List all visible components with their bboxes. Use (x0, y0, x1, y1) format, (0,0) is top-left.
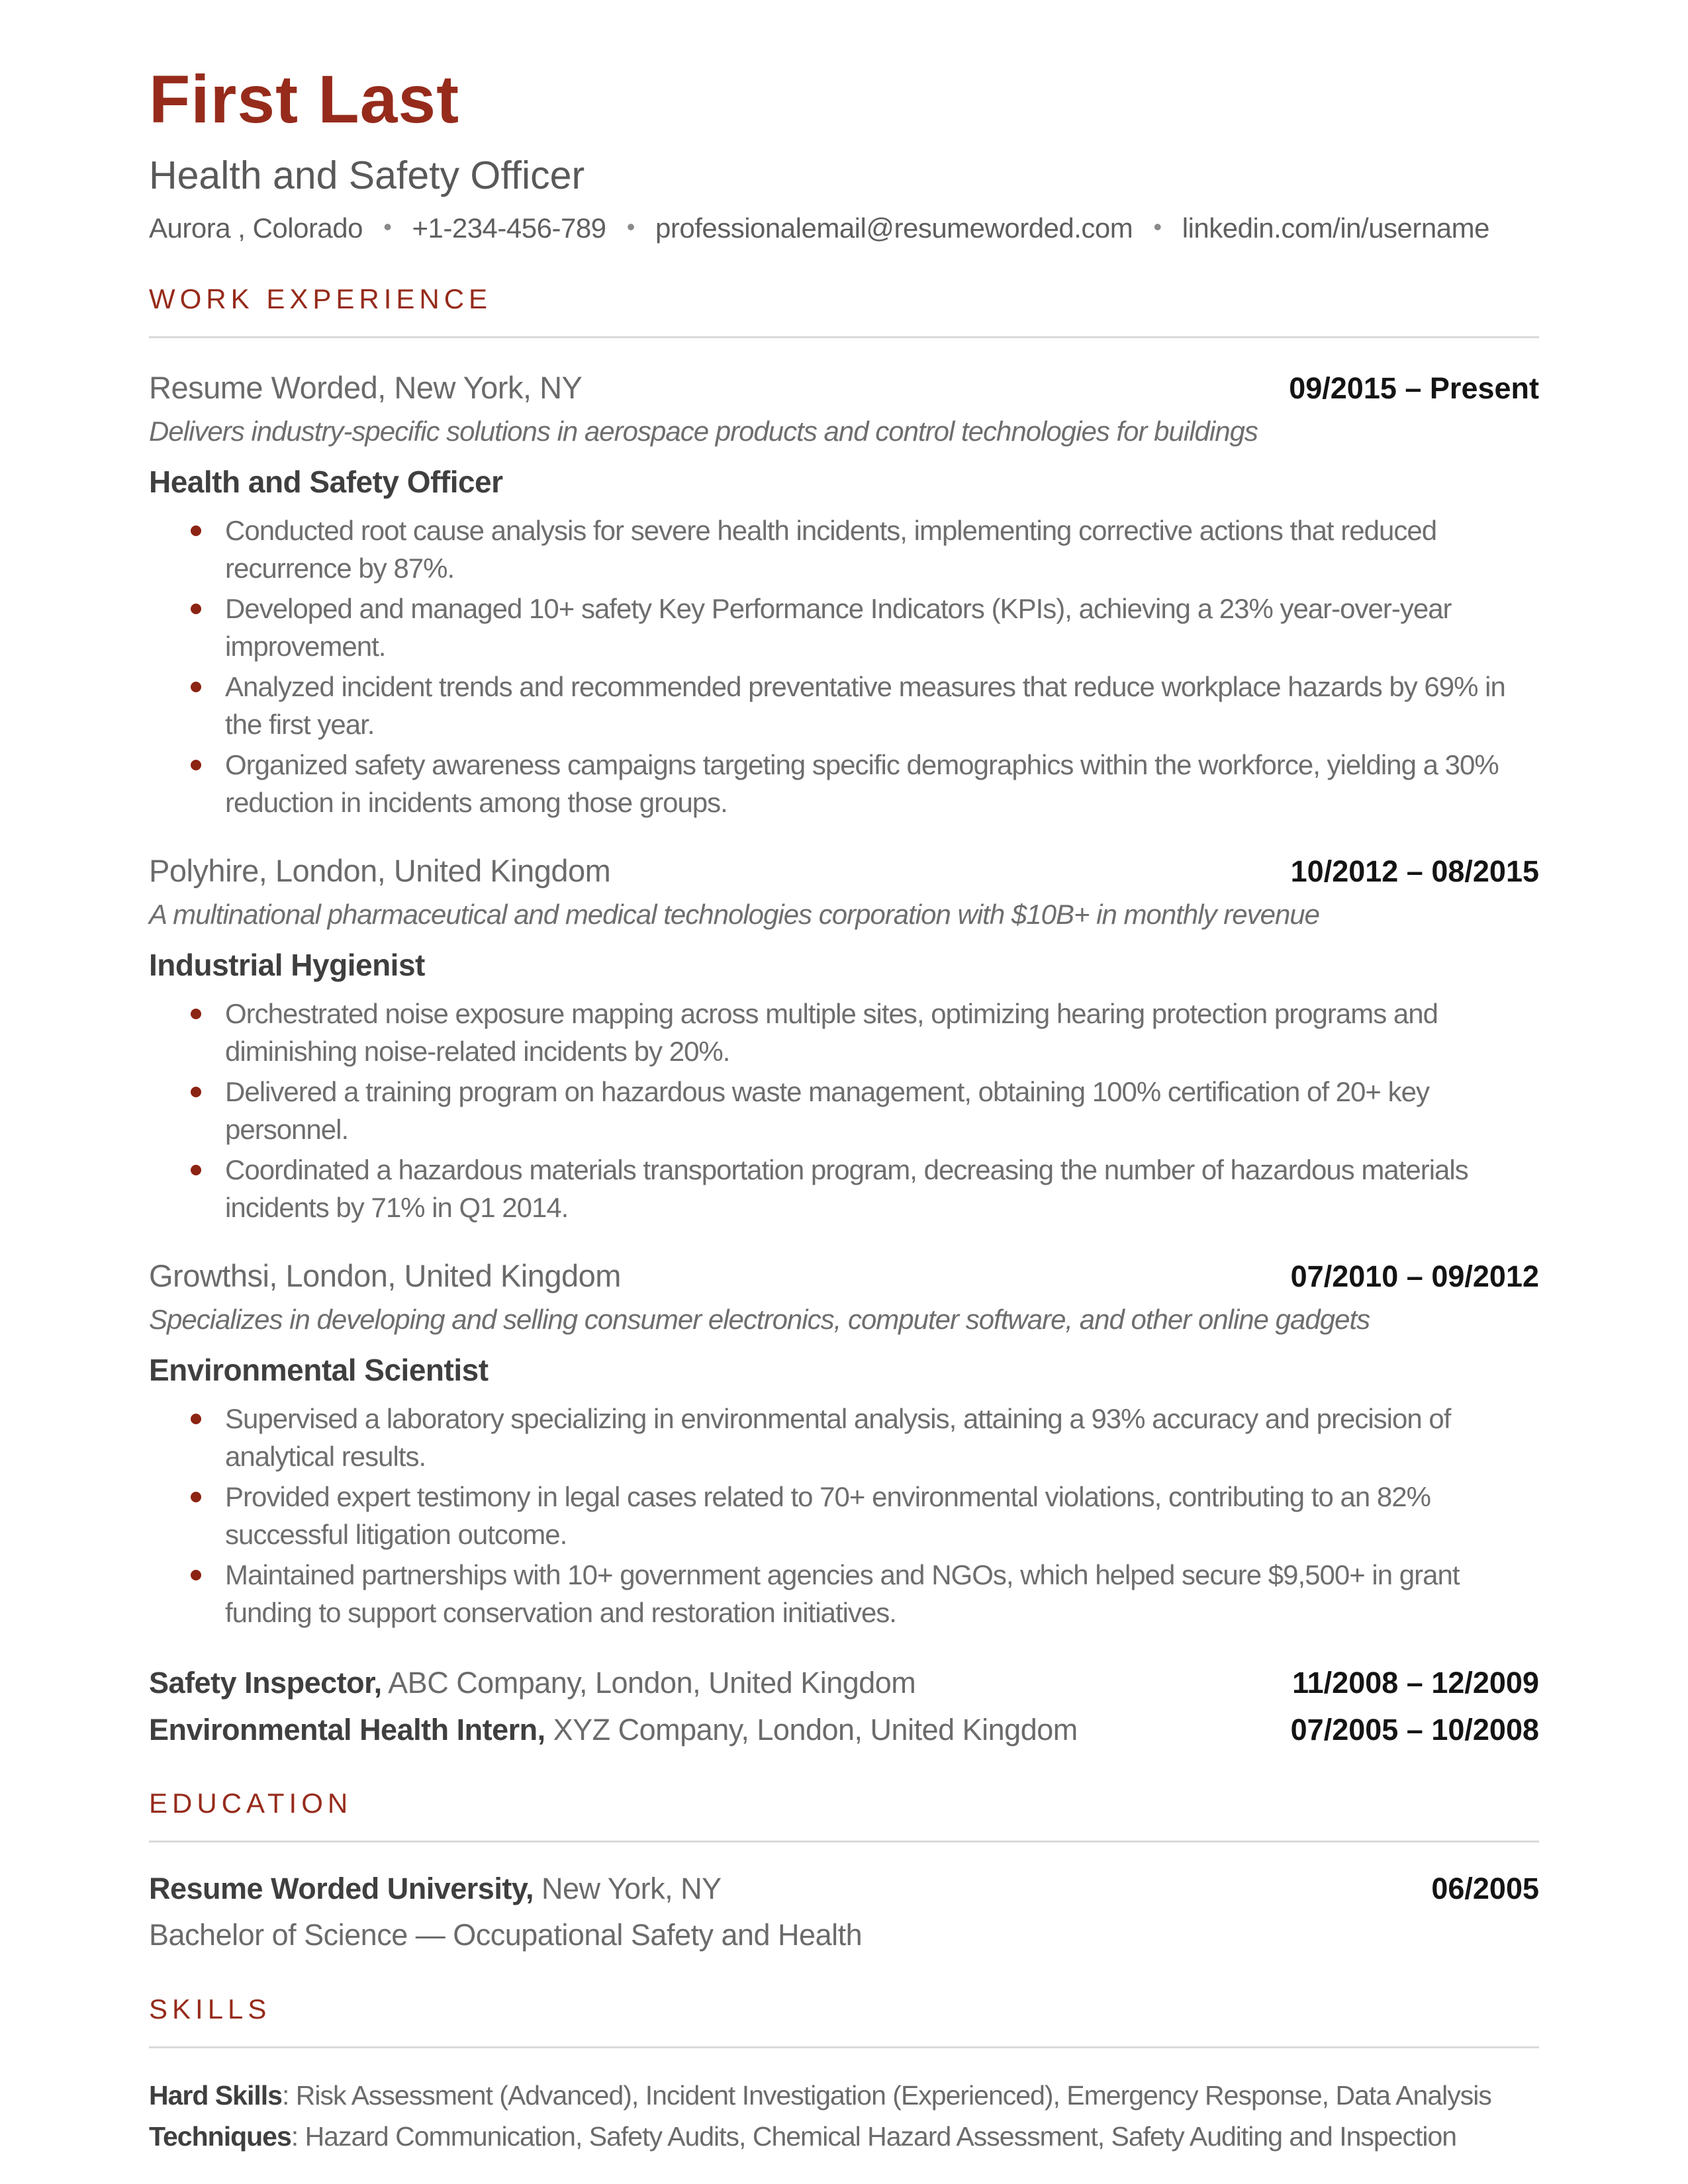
date-range: 09/2015 – Present (1289, 371, 1539, 405)
contact-location: Aurora , Colorado (149, 212, 363, 244)
skill-category-values: : Hazard Communication, Safety Audits, Chemical Hazard Assessment, Safety Auditing and Inspection (291, 2120, 1457, 2152)
role-title: Industrial Hygienist (149, 947, 425, 982)
skill-category-label: Hard Skills (149, 2079, 282, 2111)
headline-job-title: Health and Safety Officer (149, 154, 585, 198)
earlier-role-label (149, 1663, 915, 1704)
skill-category-values: : Risk Assessment (Advanced), Incident Investigation (Experienced), Emergency Response, Data Analysis (281, 2079, 1491, 2111)
earlier-role-row (149, 1663, 1539, 1704)
degree-line: Bachelor of Science — Occupational Safety and Health (149, 1918, 863, 1952)
achievement-item: Coordinated a hazardous materials transportation program, decreasing the number of hazardous materials incidents by 71% in Q1 2014. (225, 1151, 1539, 1226)
contact-phone: +1-234-456-789 (412, 212, 606, 244)
graduation-date: 06/2005 (1431, 1871, 1539, 1905)
date-range: 07/2005 – 10/2008 (1290, 1712, 1539, 1747)
achievement-item: Maintained partnerships with 10+ government agencies and NGOs, which helped secure $9,500+ in grant funding to support conservation and restoration initiatives. (225, 1556, 1539, 1631)
skill-category-label: Techniques (149, 2120, 291, 2152)
dot-separator: • (626, 212, 635, 240)
school-location: New York, NY (534, 1871, 722, 1905)
date-range: 11/2008 – 12/2009 (1292, 1665, 1539, 1700)
skills-block (149, 2075, 1539, 2157)
earlier-role-title: Safety Inspector, (149, 1665, 382, 1700)
company-description: Specializes in developing and selling consumer electronics, computer software, and other online gadgets (149, 1304, 1370, 1336)
earlier-role-company: XYZ Company, London, United Kingdom (545, 1712, 1078, 1747)
job-entry-growthsi (149, 1255, 1539, 1631)
earlier-role-row (149, 1710, 1539, 1751)
earlier-role-title: Environmental Health Intern, (149, 1712, 545, 1747)
role-title: Environmental Scientist (149, 1352, 489, 1387)
person-name: First Last (149, 62, 460, 137)
date-range: 10/2012 – 08/2015 (1290, 854, 1539, 888)
achievement-item: Organized safety awareness campaigns targeting specific demographics within the workforce, yielding a 30% reduction in incidents among those groups. (225, 746, 1539, 821)
job-header-row (149, 367, 1539, 408)
resume-header (149, 64, 1539, 246)
contact-linkedin: linkedin.com/in/username (1182, 212, 1489, 244)
section-title-skills: SKILLS (149, 1993, 271, 2025)
job-entry-resume-worded (149, 367, 1539, 821)
achievement-list (149, 995, 1539, 1226)
section-title-education: EDUCATION (149, 1788, 353, 1819)
achievement-item: Provided expert testimony in legal cases related to 70+ environmental violations, contributing to an 82% successful litigation outcome. (225, 1478, 1539, 1553)
section-skills (149, 1993, 1539, 2156)
role-title: Health and Safety Officer (149, 464, 503, 499)
job-header-row (149, 1255, 1539, 1297)
skill-line-techniques (149, 2116, 1539, 2157)
education-row (149, 1869, 1539, 1909)
school-line (149, 1869, 722, 1909)
achievement-item: Orchestrated noise exposure mapping across multiple sites, optimizing hearing protection programs and diminishing noise-related incidents by 20%. (225, 995, 1539, 1070)
section-divider (149, 2046, 1539, 2048)
dot-separator: • (383, 212, 392, 240)
earlier-role-label (149, 1710, 1078, 1751)
achievement-item: Supervised a laboratory specializing in environmental analysis, attaining a 93% accuracy and precision of analytical results. (225, 1400, 1539, 1475)
section-work-experience (149, 283, 1539, 1750)
dot-separator: • (1153, 212, 1162, 240)
company-location: Polyhire, London, United Kingdom (149, 852, 611, 888)
achievement-item: Analyzed incident trends and recommended preventative measures that reduce workplace hazards by 69% in the first year. (225, 668, 1539, 743)
section-divider (149, 1841, 1539, 1843)
earlier-roles (149, 1663, 1539, 1751)
company-description: A multinational pharmaceutical and medical technologies corporation with $10B+ in monthly revenue (149, 899, 1320, 931)
achievement-item: Developed and managed 10+ safety Key Performance Indicators (KPIs), achieving a 23% year-over-year improvement. (225, 590, 1539, 665)
skill-line-hard-skills (149, 2075, 1539, 2116)
achievement-item: Delivered a training program on hazardous waste management, obtaining 100% certification of 20+ key personnel. (225, 1073, 1539, 1148)
job-entry-polyhire (149, 850, 1539, 1226)
company-description: Delivers industry-specific solutions in aerospace products and control technologies for buildings (149, 416, 1258, 447)
achievement-list (149, 1400, 1539, 1631)
achievement-list (149, 512, 1539, 821)
date-range: 07/2010 – 09/2012 (1290, 1259, 1539, 1293)
achievement-item: Conducted root cause analysis for severe health incidents, implementing corrective actions that reduced recurrence by 87%. (225, 512, 1539, 587)
earlier-role-company: ABC Company, London, United Kingdom (381, 1665, 916, 1700)
job-header-row (149, 850, 1539, 891)
company-location: Resume Worded, New York, NY (149, 369, 583, 405)
contact-line (149, 211, 1539, 246)
section-education (149, 1787, 1539, 1956)
section-divider (149, 336, 1539, 338)
school-name: Resume Worded University, (149, 1871, 534, 1905)
company-location: Growthsi, London, United Kingdom (149, 1257, 621, 1293)
contact-email: professionalemail@resumeworded.com (655, 212, 1133, 244)
section-title-work-experience: WORK EXPERIENCE (149, 283, 492, 315)
